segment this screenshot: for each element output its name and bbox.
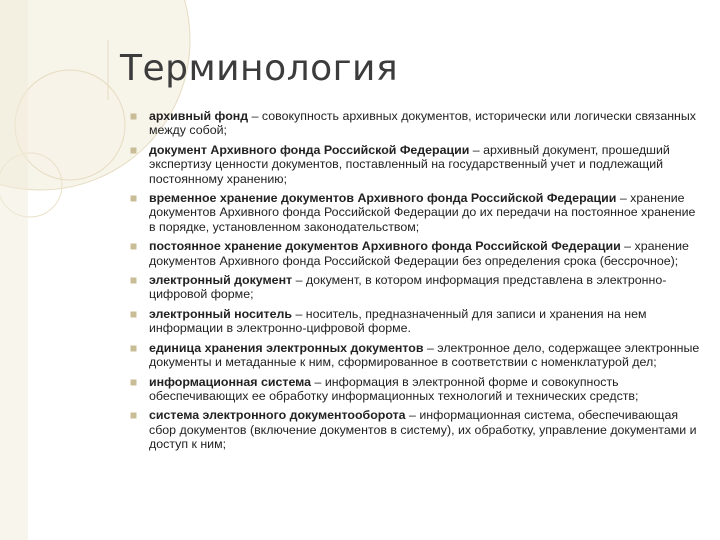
term-name: временное хранение документов Архивного фонда Российской Федерации — [149, 191, 617, 206]
terms-list — [130, 109, 702, 457]
term-definition: – хранение документов Архивного фонда Российской Федерации без определения срока (бессрочное); — [149, 239, 689, 268]
term-item — [130, 307, 702, 336]
term-definition: – хранение документов Архивного фонда Российской Федерации до их передачи на постоянное хранение в порядке, установленном законодательством; — [149, 191, 696, 234]
term-definition: – документ, в котором информация представлена в электронно-цифровой форме; — [149, 273, 667, 302]
term-item — [130, 375, 702, 404]
bullet-icon — [130, 412, 137, 419]
term-definition: – архивный документ, прошедший экспертизу ценности документов, поставленный на государственный учет и подлежащий постоянному хранению; — [149, 142, 670, 186]
term-definition: – совокупность архивных документов, исторически или логически связанных между собой; — [149, 109, 697, 138]
term-definition: – носитель, предназначенный для записи и хранения на нем информации в электронно-цифровой форме. — [149, 306, 647, 336]
bullet-icon — [130, 195, 137, 202]
term-name: единица хранения электронных документов — [149, 340, 424, 355]
term-name: информационная система — [149, 374, 312, 389]
bullet-icon — [130, 345, 137, 352]
bullet-icon — [130, 113, 137, 120]
term-definition: – информационная система, обеспечивающая сбор документов (включение документов в систему), их обработку, управление документами и доступ к ним; — [149, 408, 697, 452]
term-item — [130, 341, 702, 370]
decor-left-band — [0, 0, 28, 540]
term-definition: – информация в электронной форме и совокупность обеспечивающих ее обработку информационных технологий и технических средств; — [149, 374, 639, 403]
bullet-icon — [130, 277, 137, 284]
term-name: электронный носитель — [149, 306, 292, 321]
term-name: документ Архивного фонда Российской Федерации — [149, 142, 470, 157]
term-item — [130, 408, 702, 451]
slide-title: Терминология — [120, 48, 399, 89]
term-name: постоянное хранение документов Архивного фонда Российской Федерации — [149, 239, 621, 254]
term-item — [130, 143, 702, 186]
term-item — [130, 109, 702, 138]
term-item — [130, 191, 702, 234]
term-item — [130, 273, 702, 302]
bullet-icon — [130, 147, 137, 154]
bullet-icon — [130, 379, 137, 386]
bullet-icon — [130, 311, 137, 318]
bullet-icon — [130, 243, 137, 250]
term-definition: – электронное дело, содержащее электронные документы и метаданные к ним, сформированное в соответствии с номенклатурой дел; — [149, 340, 700, 370]
term-item — [130, 239, 702, 268]
term-name: электронный документ — [149, 273, 293, 288]
term-name: система электронного документооборота — [149, 408, 406, 423]
term-name: архивный фонд — [149, 109, 249, 123]
